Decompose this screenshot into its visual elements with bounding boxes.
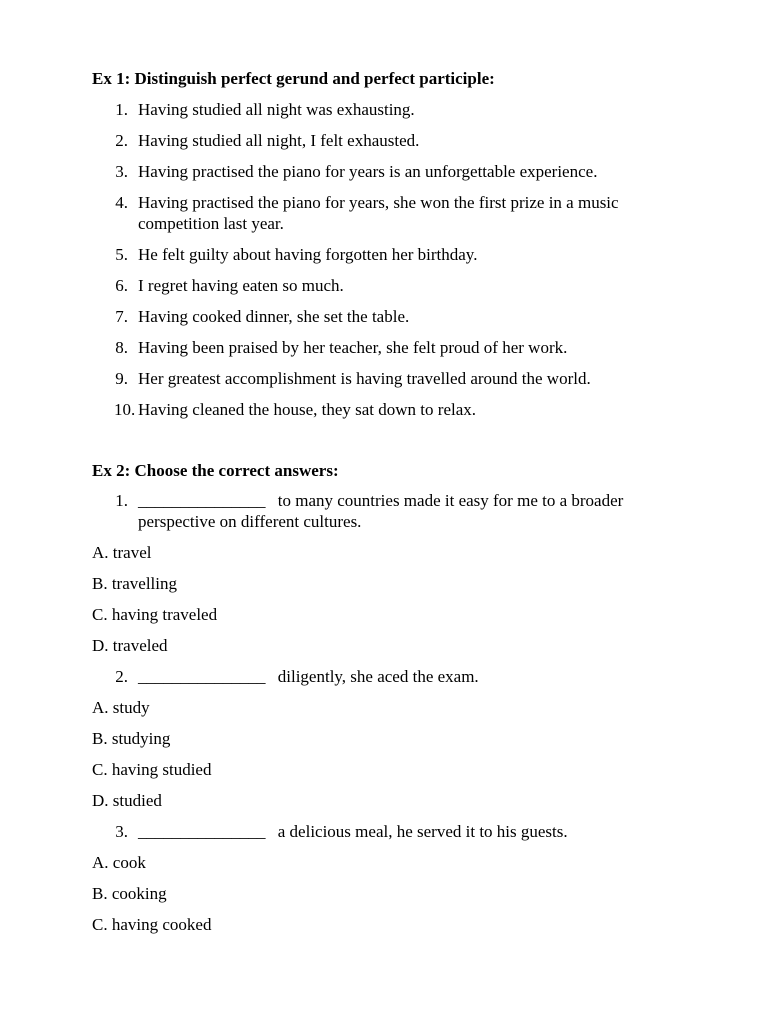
item-text: Having been praised by her teacher, she felt proud of her work. [138,338,568,357]
ex1-item [92,368,672,389]
item-text: Her greatest accomplishment is having travelled around the world. [138,369,591,388]
ex2-questions [92,490,672,945]
ex1-item [92,399,672,420]
ex1-item [92,306,672,327]
answer-option: C. having studied [92,760,212,779]
question-text: diligently, she aced the exam. [277,667,479,686]
answer-option: B. studying [92,729,171,748]
item-text: He felt guilty about having forgotten her birthday. [138,245,478,264]
answer-option: C. having cooked [92,915,212,934]
item-number: 8. [115,338,128,357]
answer-option: D. studied [92,791,162,810]
question-number: 1. [115,491,128,510]
item-text: Having practised the piano for years is an unforgettable experience. [138,162,598,181]
item-text: Having cleaned the house, they sat down to relax. [138,400,477,419]
answer-option: B. travelling [92,574,177,593]
item-text: Having studied all night, I felt exhausted. [138,131,420,150]
item-number: 5. [115,245,128,264]
answer-option: C. having traveled [92,605,218,624]
ex1-item [92,337,672,358]
question-number: 2. [115,667,128,686]
answer-option: A. cook [92,853,146,872]
item-number: 9. [115,369,128,388]
question-text: a delicious meal, he served it to his guests. [277,822,568,841]
question-number: 3. [115,822,128,841]
ex1-item [92,275,672,296]
question [92,666,672,687]
item-number: 6. [115,276,128,295]
ex1-item [92,99,672,120]
item-number: 7. [115,307,128,326]
ex1-item [92,192,672,234]
ex1-item [92,161,672,182]
ex1-list [92,99,672,430]
answer-blank: _______________ [138,667,266,686]
question [92,821,672,842]
question [92,490,672,532]
answer-blank: _______________ [138,491,266,510]
answer-option: A. travel [92,543,152,562]
item-number: 10. [114,400,136,419]
ex1-item [92,244,672,265]
item-number: 3. [115,162,128,181]
answer-option: B. cooking [92,884,167,903]
item-text: Having studied all night was exhausting. [138,100,415,119]
answer-option: A. study [92,698,150,717]
answer-blank: _______________ [138,822,266,841]
ex2-heading: Ex 2: Choose the correct answers: [92,461,339,480]
answer-option: D. traveled [92,636,168,655]
item-text: Having cooked dinner, she set the table. [138,307,410,326]
question-text: to many countries made it easy for me to a broader perspective on different cultures. [138,491,624,531]
item-number: 4. [115,193,128,212]
item-text: Having practised the piano for years, she won the first prize in a music competition last year. [138,193,619,233]
item-number: 1. [115,100,128,119]
ex1-heading: Ex 1: Distinguish perfect gerund and perfect participle: [92,69,495,88]
ex1-item [92,130,672,151]
item-text: I regret having eaten so much. [138,276,344,295]
item-number: 2. [115,131,128,150]
